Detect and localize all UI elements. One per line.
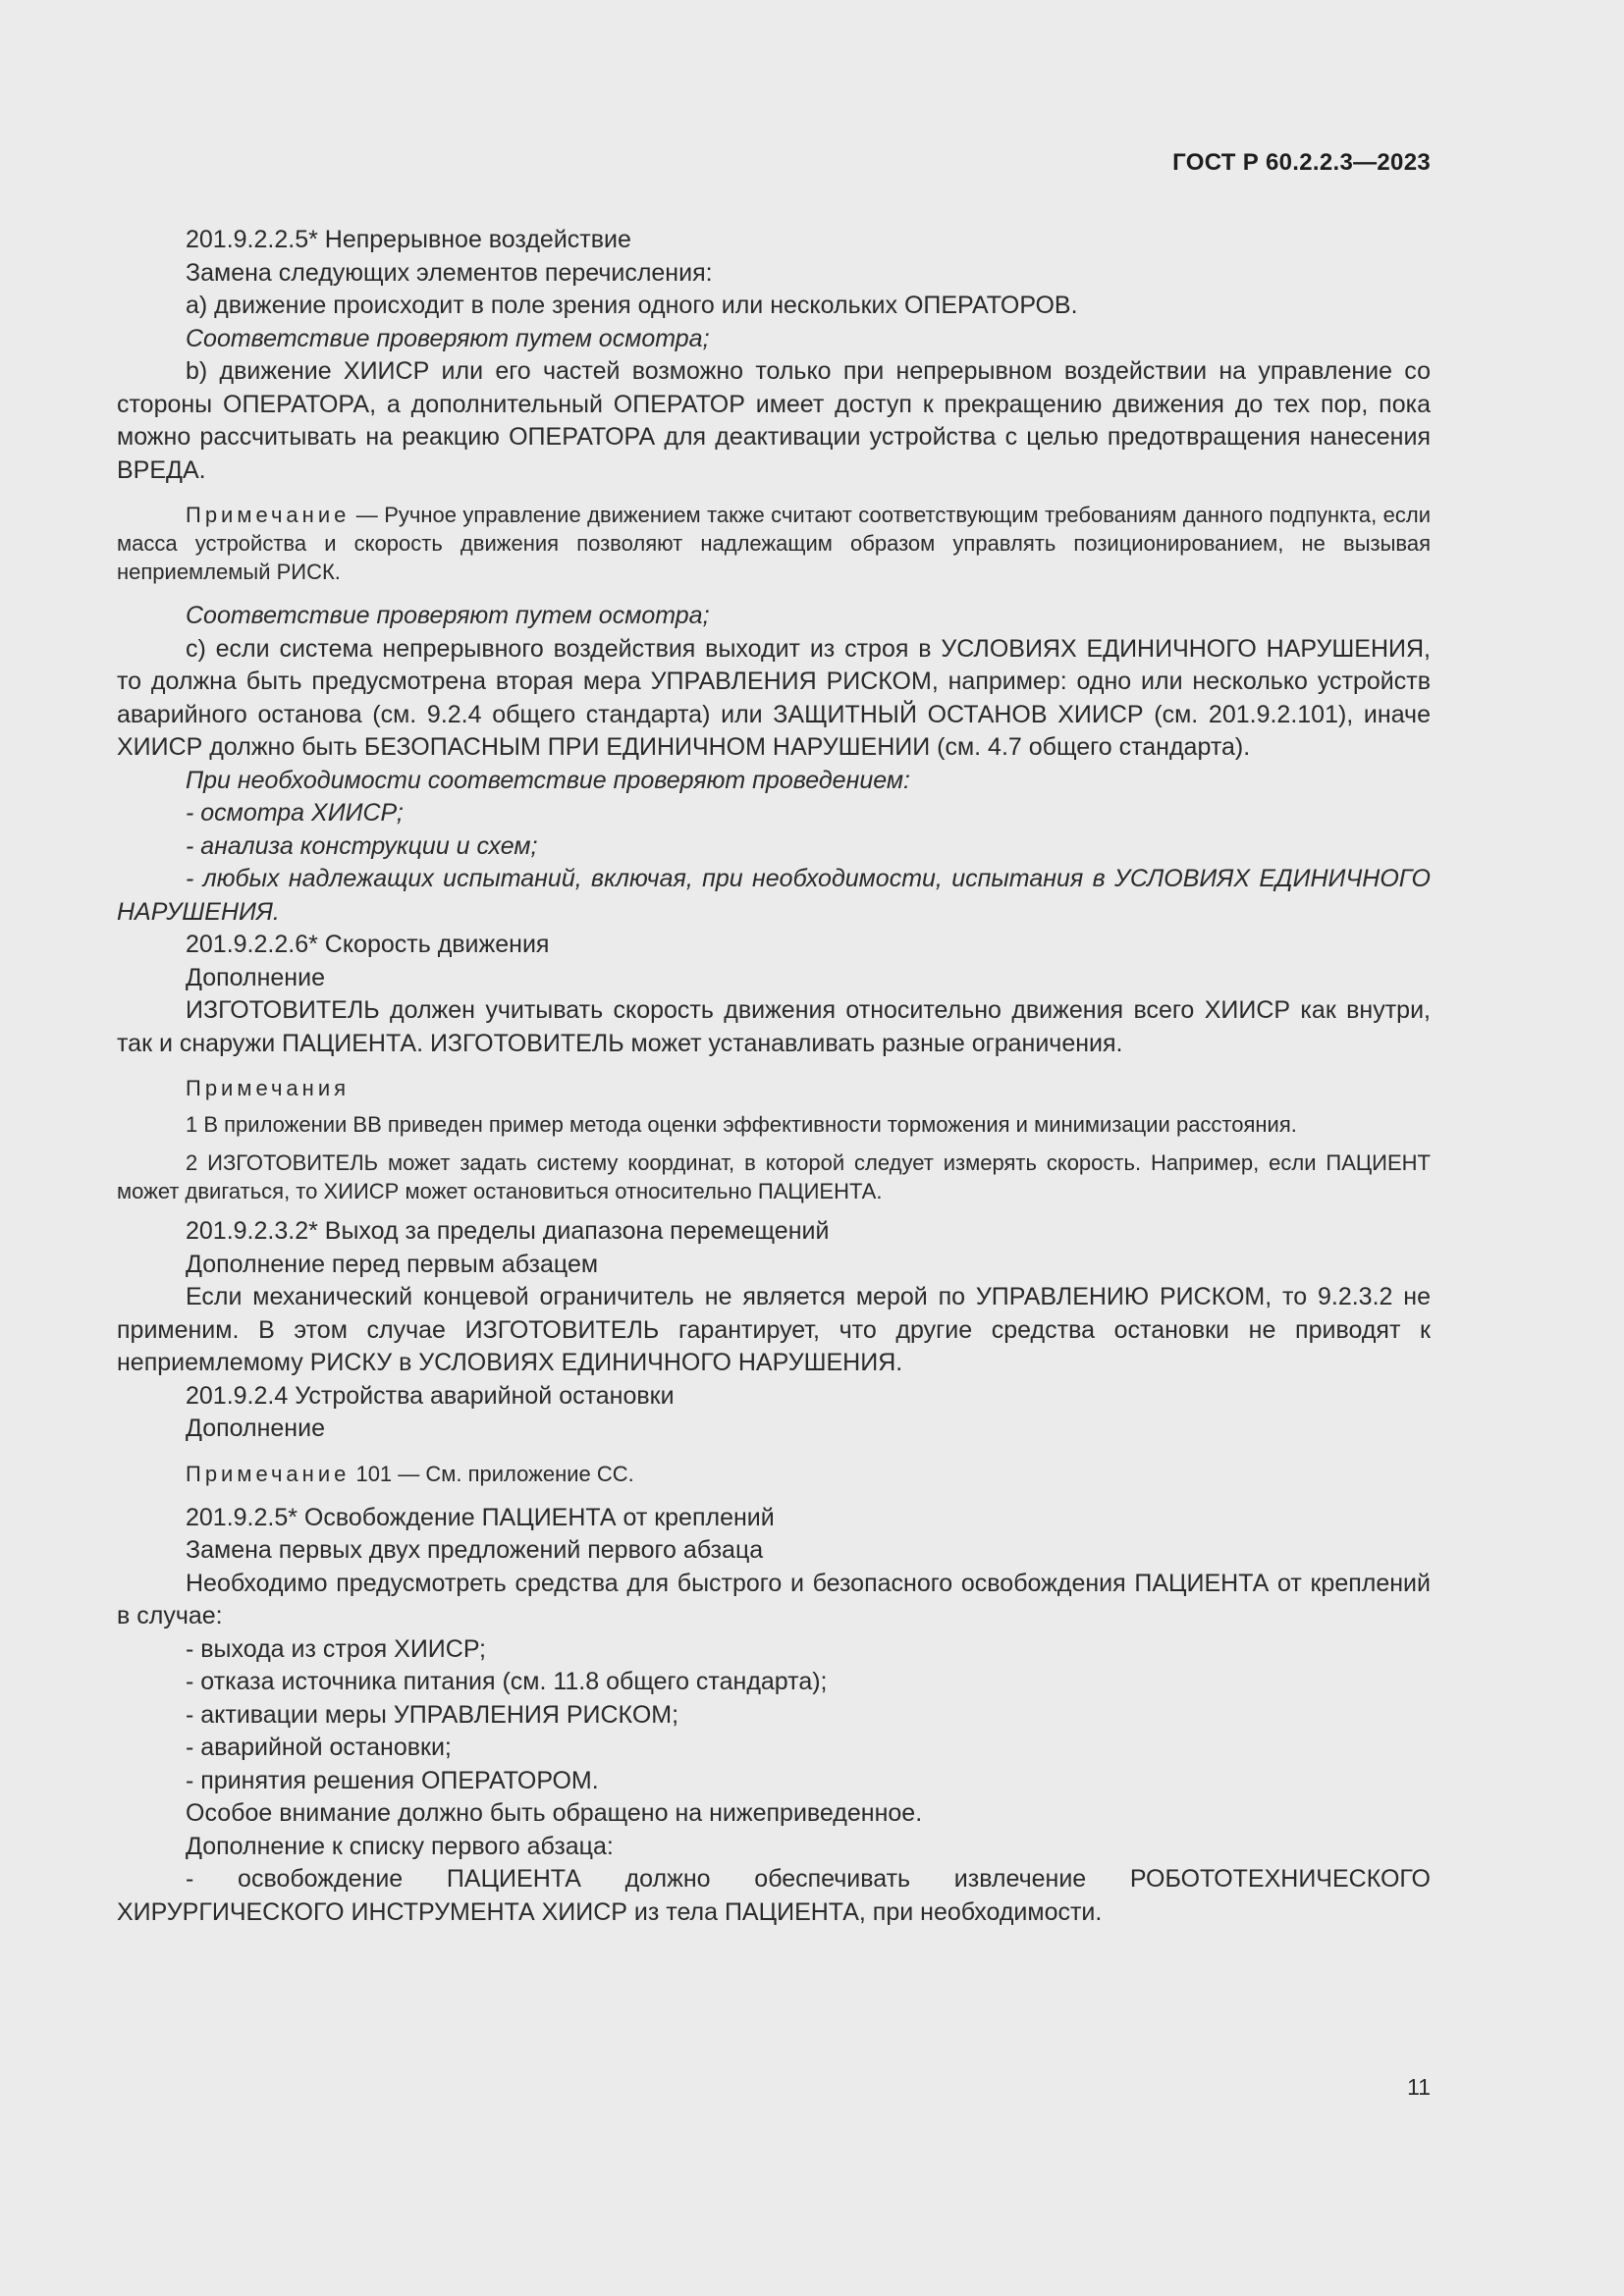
list-item: - осмотра ХИИСР; bbox=[186, 799, 404, 827]
list-item: а) движение происходит в поле зрения одного или нескольких ОПЕРАТОРОВ. bbox=[186, 292, 1078, 319]
list-item: с) если система непрерывного воздействия выходит из строя в УСЛОВИЯХ ЕДИНИЧНОГО НАРУШЕНИЯ, то должна быть предусмотрена вторая мера УПРАВЛЕНИЯ РИСКОМ, например: одно или несколько устройств аварийного останова (см. 9.2.4 общего стандарта) или ЗАЩИТНЫЙ ОСТАНОВ ХИИСР (см. 201.9.2.101), иначе ХИИСР должно быть БЕЗОПАСНЫМ ПРИ ЕДИНИЧНОМ НАРУШЕНИИ (см. 4.7 общего стандарта). bbox=[117, 634, 1431, 761]
list-item: - активации меры УПРАВЛЕНИЯ РИСКОМ; bbox=[186, 1700, 679, 1729]
list-item: - аварийной остановки; bbox=[186, 1734, 452, 1761]
page-number: 11 bbox=[1407, 2074, 1431, 2100]
compliance-check: Соответствие проверяют путем осмотра; bbox=[186, 602, 710, 629]
note-text: — Ручное управление движением также считают соответствующим требованиям данного подпункта, если масса устройства и скорость движения позволяют надлежащим образом управлять позиционированием, не вызывая неприемлемый РИСК. bbox=[117, 503, 1431, 584]
note bbox=[117, 501, 1431, 586]
note-text: 101 — См. приложение СС. bbox=[350, 1461, 634, 1486]
document-id: ГОСТ Р 60.2.2.3—2023 bbox=[1172, 149, 1431, 176]
paragraph: Если механический концевой ограничитель не является мерой по УПРАВЛЕНИЮ РИСКОМ, то 9.2.3.2 не применим. В этом случае ИЗГОТОВИТЕЛЬ гарантирует, что другие средства остановки не приводят к неприемлемому РИСКУ в УСЛОВИЯХ ЕДИНИЧНОГО НАРУШЕНИЯ. bbox=[117, 1283, 1431, 1376]
list-item: b) движение ХИИСР или его частей возможно только при непрерывном воздействии на управление со стороны ОПЕРАТОРА, а дополнительный ОПЕРАТОР имеет доступ к прекращению движения до тех пор, пока можно рассчитывать на реакцию ОПЕРАТОРА для деактивации устройства с целью предотвращения нанесения ВРЕДА. bbox=[117, 357, 1431, 484]
list-item: - освобождение ПАЦИЕНТА должно обеспечивать извлечение РОБОТОТЕХНИЧЕСКОГО ХИРУРГИЧЕСКОГО ИНСТРУМЕНТА ХИИСР из тела ПАЦИЕНТА, при необходимости. bbox=[117, 1865, 1431, 1926]
note-label: Примечание bbox=[186, 1461, 351, 1486]
section-title: 201.9.2.5* Освобождение ПАЦИЕНТА от креплений bbox=[186, 1503, 775, 1531]
section-title: 201.9.2.2.6* Скорость движения bbox=[186, 931, 550, 958]
paragraph: Замена первых двух предложений первого абзаца bbox=[186, 1536, 764, 1564]
paragraph: Дополнение bbox=[186, 963, 325, 991]
paragraph: ИЗГОТОВИТЕЛЬ должен учитывать скорость движения относительно движения всего ХИИСР как внутри, так и снаружи ПАЦИЕНТА. ИЗГОТОВИТЕЛЬ может устанавливать разные ограничения. bbox=[117, 996, 1431, 1057]
compliance-check: При необходимости соответствие проверяют проведением: bbox=[186, 766, 910, 794]
paragraph: Дополнение перед первым абзацем bbox=[186, 1250, 599, 1278]
list-item: - выхода из строя ХИИСР; bbox=[186, 1634, 486, 1663]
note-label: Примечание bbox=[186, 503, 351, 527]
section-title: 201.9.2.3.2* Выход за пределы диапазона перемещений bbox=[186, 1217, 830, 1245]
list-item: - любых надлежащих испытаний, включая, при необходимости, испытания в УСЛОВИЯХ ЕДИНИЧНОГО НАРУШЕНИЯ. bbox=[117, 865, 1431, 926]
section-title: 201.9.2.2.5* Непрерывное воздействие bbox=[186, 226, 631, 253]
paragraph: Необходимо предусмотреть средства для быстрого и безопасного освобождения ПАЦИЕНТА от креплений в случае: bbox=[117, 1569, 1431, 1629]
paragraph: Замена следующих элементов перечисления: bbox=[186, 258, 713, 287]
list-item: - анализа конструкции и схем; bbox=[186, 831, 538, 860]
notes-label: Примечания bbox=[186, 1076, 351, 1100]
list-item: - принятия решения ОПЕРАТОРОМ. bbox=[186, 1766, 599, 1794]
paragraph: Особое внимание должно быть обращено на нижеприведенное. bbox=[186, 1799, 923, 1827]
note: 1 В приложении ВВ приведен пример метода оценки эффективности торможения и минимизации расстояния. bbox=[186, 1112, 1297, 1137]
document-body bbox=[117, 224, 1431, 1929]
note bbox=[117, 1460, 1431, 1488]
note: 2 ИЗГОТОВИТЕЛЬ может задать систему координат, в которой следует измерять скорость. Например, если ПАЦИЕНТ может двигаться, то ХИИСР может остановиться относительно ПАЦИЕНТА. bbox=[117, 1150, 1431, 1203]
section-title: 201.9.2.4 Устройства аварийной остановки bbox=[186, 1381, 675, 1410]
paragraph: Дополнение к списку первого абзаца: bbox=[186, 1832, 614, 1860]
paragraph: Дополнение bbox=[186, 1415, 325, 1442]
list-item: - отказа источника питания (см. 11.8 общего стандарта); bbox=[186, 1668, 828, 1695]
compliance-check: Соответствие проверяют путем осмотра; bbox=[186, 324, 710, 352]
